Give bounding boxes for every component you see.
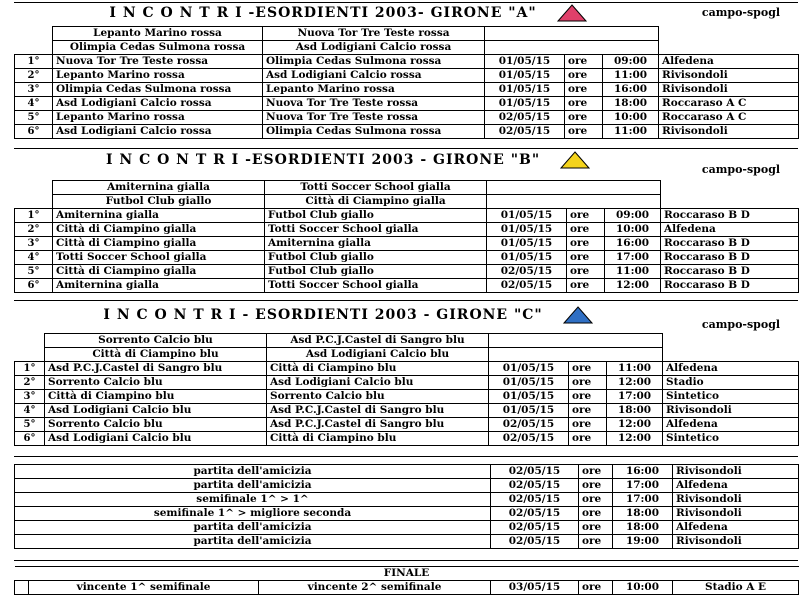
away-team: Nuova Tor Tre Teste rossa <box>263 97 485 111</box>
match-venue: Roccaraso A C <box>659 111 799 125</box>
pairing-team: Città di Ciampino blu <box>45 348 267 362</box>
away-team: Asd Lodigiani Calcio blu <box>267 376 489 390</box>
match-date: 02/05/15 <box>491 465 579 479</box>
match-date: 01/05/15 <box>485 69 565 83</box>
match-time: 11:00 <box>607 362 663 376</box>
home-team: Amiternina gialla <box>53 209 265 223</box>
match-row <box>15 404 799 418</box>
match-time: 12:00 <box>605 279 661 293</box>
home-team: Totti Soccer School gialla <box>53 251 265 265</box>
extra-match-row <box>15 479 799 493</box>
home-team: Nuova Tor Tre Teste rossa <box>53 55 263 69</box>
match-row <box>15 265 799 279</box>
match-time: 17:00 <box>613 493 673 507</box>
match-date: 01/05/15 <box>487 237 567 251</box>
away-team: Totti Soccer School gialla <box>265 279 487 293</box>
ore-label: ore <box>579 465 613 479</box>
pairing-team: Nuova Tor Tre Teste rossa <box>263 27 485 41</box>
match-date: 01/05/15 <box>487 251 567 265</box>
ore-label: ore <box>567 237 605 251</box>
match-date: 01/05/15 <box>489 376 569 390</box>
match-venue: Alfedena <box>659 55 799 69</box>
match-row <box>15 209 799 223</box>
match-pos: 5° <box>15 265 53 279</box>
ore-label: ore <box>579 521 613 535</box>
pairing-team: Olimpia Cedas Sulmona rossa <box>53 41 263 55</box>
pairing-team: Lepanto Marino rossa <box>53 27 263 41</box>
match-row <box>15 279 799 293</box>
finale-title: FINALE <box>15 567 799 581</box>
away-team: Città di Ciampino blu <box>267 432 489 446</box>
match-time: 12:00 <box>607 376 663 390</box>
match-row <box>15 432 799 446</box>
away-team: Futbol Club giallo <box>265 209 487 223</box>
finale-away: vincente 2^ semifinale <box>259 581 491 595</box>
match-date: 01/05/15 <box>489 362 569 376</box>
match-time: 10:00 <box>613 581 673 595</box>
match-date: 02/05/15 <box>491 507 579 521</box>
girone-a-title: I N C O N T R I -ESORDIENTI 2003- GIRONE "A" <box>14 4 682 22</box>
ore-label: ore <box>567 265 605 279</box>
match-pos: 1° <box>15 55 53 69</box>
match-pos: 5° <box>15 111 53 125</box>
match-pos: 5° <box>15 418 45 432</box>
match-row <box>15 125 799 139</box>
ore-label: ore <box>567 279 605 293</box>
match-venue: Alfedena <box>673 479 799 493</box>
match-pos: 2° <box>15 223 53 237</box>
pairing-team: Totti Soccer School gialla <box>265 181 487 195</box>
pairing-team: Amiternina gialla <box>53 181 265 195</box>
match-row <box>15 237 799 251</box>
match-venue: Roccaraso A C <box>659 97 799 111</box>
extra-match-label: semifinale 1^ > 1^ <box>15 493 491 507</box>
extra-match-label: partita dell'amicizia <box>15 535 491 549</box>
ore-label: ore <box>579 535 613 549</box>
match-time: 11:00 <box>603 69 659 83</box>
match-pos: 6° <box>15 432 45 446</box>
match-venue: Stadio A E <box>673 581 799 595</box>
match-row <box>15 362 799 376</box>
extra-matches-table <box>14 464 799 549</box>
ore-label: ore <box>579 581 613 595</box>
match-venue: Rivisondoli <box>659 125 799 139</box>
finale-title-row <box>15 567 799 581</box>
match-pos: 4° <box>15 251 53 265</box>
away-team: Futbol Club giallo <box>265 251 487 265</box>
home-team: Asd Lodigiani Calcio blu <box>45 432 267 446</box>
match-venue: Stadio <box>663 376 799 390</box>
match-date: 01/05/15 <box>487 209 567 223</box>
match-venue: Rivisondoli <box>673 493 799 507</box>
match-venue: Rivisondoli <box>659 69 799 83</box>
away-team: Lepanto Marino rossa <box>263 83 485 97</box>
match-time: 16:00 <box>603 83 659 97</box>
ore-label: ore <box>567 209 605 223</box>
home-team: Città di Ciampino gialla <box>53 265 265 279</box>
girone-a-table <box>14 26 799 139</box>
match-row <box>15 55 799 69</box>
match-date: 01/05/15 <box>489 390 569 404</box>
pairing-team: Asd Lodigiani Calcio blu <box>267 348 489 362</box>
match-date: 02/05/15 <box>491 493 579 507</box>
extra-match-label: partita dell'amicizia <box>15 479 491 493</box>
match-pos: 2° <box>15 69 53 83</box>
extra-match-row <box>15 493 799 507</box>
match-venue: Roccaraso B D <box>661 251 799 265</box>
ore-label: ore <box>569 362 607 376</box>
match-pos: 3° <box>15 237 53 251</box>
match-time: 09:00 <box>605 209 661 223</box>
match-pos: 6° <box>15 279 53 293</box>
match-venue: Sintetico <box>663 390 799 404</box>
match-date: 01/05/15 <box>487 223 567 237</box>
finale-table <box>14 566 799 595</box>
ore-label: ore <box>579 507 613 521</box>
campo-label-c: campo-spogl <box>701 318 781 331</box>
match-time: 17:00 <box>605 251 661 265</box>
ore-label: ore <box>579 479 613 493</box>
pairing-row <box>15 181 799 195</box>
match-date: 02/05/15 <box>485 111 565 125</box>
home-team: Asd P.C.J.Castel di Sangro blu <box>45 362 267 376</box>
match-date: 03/05/15 <box>491 581 579 595</box>
away-team: Nuova Tor Tre Teste rossa <box>263 111 485 125</box>
match-venue: Roccaraso B D <box>661 237 799 251</box>
ore-label: ore <box>569 390 607 404</box>
match-pos: 3° <box>15 83 53 97</box>
match-pos: 4° <box>15 97 53 111</box>
ore-label: ore <box>565 125 603 139</box>
match-date: 01/05/15 <box>485 83 565 97</box>
ore-label: ore <box>565 83 603 97</box>
match-row <box>15 390 799 404</box>
pairing-row <box>15 334 799 348</box>
ore-label: ore <box>569 376 607 390</box>
triangle-icon-red <box>557 4 587 22</box>
match-time: 16:00 <box>613 465 673 479</box>
away-team: Sorrento Calcio blu <box>267 390 489 404</box>
home-team: Lepanto Marino rossa <box>53 111 263 125</box>
pairing-row <box>15 27 799 41</box>
triangle-shape <box>561 152 589 168</box>
ore-label: ore <box>567 223 605 237</box>
match-venue: Rivisondoli <box>673 507 799 521</box>
away-team: Asd P.C.J.Castel di Sangro blu <box>267 404 489 418</box>
match-row <box>15 376 799 390</box>
campo-label-a: campo-spogl <box>701 6 781 19</box>
extra-match-row <box>15 535 799 549</box>
home-team: Sorrento Calcio blu <box>45 418 267 432</box>
match-date: 02/05/15 <box>491 535 579 549</box>
match-venue: Sintetico <box>663 432 799 446</box>
match-pos: 4° <box>15 404 45 418</box>
pairing-team: Sorrento Calcio blu <box>45 334 267 348</box>
match-time: 10:00 <box>603 111 659 125</box>
finale-match-row <box>15 581 799 595</box>
away-team: Futbol Club giallo <box>265 265 487 279</box>
match-venue: Alfedena <box>663 362 799 376</box>
match-time: 18:00 <box>613 507 673 521</box>
girone-c-table <box>14 333 799 446</box>
match-date: 02/05/15 <box>487 279 567 293</box>
match-time: 12:00 <box>607 432 663 446</box>
home-team: Sorrento Calcio blu <box>45 376 267 390</box>
ore-label: ore <box>567 251 605 265</box>
match-date: 02/05/15 <box>485 125 565 139</box>
match-row <box>15 418 799 432</box>
match-venue: Alfedena <box>661 223 799 237</box>
home-team: Asd Lodigiani Calcio blu <box>45 404 267 418</box>
match-time: 12:00 <box>607 418 663 432</box>
home-team: Olimpia Cedas Sulmona rossa <box>53 83 263 97</box>
ore-label: ore <box>569 404 607 418</box>
ore-label: ore <box>579 493 613 507</box>
ore-label: ore <box>569 418 607 432</box>
match-venue: Alfedena <box>673 521 799 535</box>
pairing-team: Futbol Club giallo <box>53 195 265 209</box>
match-row <box>15 69 799 83</box>
ore-label: ore <box>565 55 603 69</box>
match-venue: Rivisondoli <box>659 83 799 97</box>
match-venue: Alfedena <box>663 418 799 432</box>
match-time: 18:00 <box>603 97 659 111</box>
match-venue: Rivisondoli <box>673 535 799 549</box>
match-pos: 3° <box>15 390 45 404</box>
match-pos: 1° <box>15 362 45 376</box>
pairing-row <box>15 41 799 55</box>
match-row <box>15 97 799 111</box>
ore-label: ore <box>565 111 603 125</box>
away-team: Asd P.C.J.Castel di Sangro blu <box>267 418 489 432</box>
away-team: Totti Soccer School gialla <box>265 223 487 237</box>
home-team: Amiternina gialla <box>53 279 265 293</box>
match-venue: Roccaraso B D <box>661 209 799 223</box>
campo-label-b: campo-spogl <box>701 163 781 176</box>
triangle-shape <box>564 307 592 323</box>
extra-match-label: semifinale 1^ > migliore seconda <box>15 507 491 521</box>
girone-b-table <box>14 180 799 293</box>
match-date: 01/05/15 <box>489 404 569 418</box>
match-date: 01/05/15 <box>485 97 565 111</box>
triangle-icon-yellow <box>560 151 590 169</box>
away-team: Amiternina gialla <box>265 237 487 251</box>
match-time: 19:00 <box>613 535 673 549</box>
match-pos: 2° <box>15 376 45 390</box>
extra-match-row <box>15 521 799 535</box>
pairing-row <box>15 348 799 362</box>
match-time: 10:00 <box>605 223 661 237</box>
match-time: 11:00 <box>603 125 659 139</box>
girone-b-title: I N C O N T R I -ESORDIENTI 2003 - GIRONE "B" <box>14 151 682 169</box>
home-team: Asd Lodigiani Calcio rossa <box>53 125 263 139</box>
match-time: 17:00 <box>613 479 673 493</box>
match-date: 02/05/15 <box>491 521 579 535</box>
girone-c-title: I N C O N T R I - ESORDIENTI 2003 - GIRONE "C" <box>14 306 682 324</box>
away-team: Olimpia Cedas Sulmona rossa <box>263 55 485 69</box>
away-team: Olimpia Cedas Sulmona rossa <box>263 125 485 139</box>
extra-match-row <box>15 507 799 521</box>
match-venue: Rivisondoli <box>673 465 799 479</box>
match-row <box>15 223 799 237</box>
match-time: 16:00 <box>605 237 661 251</box>
triangle-icon-blue <box>563 306 593 324</box>
away-team: Città di Ciampino blu <box>267 362 489 376</box>
pairing-team: Asd Lodigiani Calcio rossa <box>263 41 485 55</box>
match-time: 18:00 <box>613 521 673 535</box>
match-pos: 1° <box>15 209 53 223</box>
match-date: 02/05/15 <box>491 479 579 493</box>
match-time: 11:00 <box>605 265 661 279</box>
match-date: 02/05/15 <box>489 432 569 446</box>
home-team: Città di Ciampino blu <box>45 390 267 404</box>
match-date: 02/05/15 <box>487 265 567 279</box>
home-team: Lepanto Marino rossa <box>53 69 263 83</box>
ore-label: ore <box>569 432 607 446</box>
pairing-team: Città di Ciampino gialla <box>265 195 487 209</box>
match-row <box>15 251 799 265</box>
extra-match-label: partita dell'amicizia <box>15 521 491 535</box>
match-row <box>15 111 799 125</box>
match-row <box>15 83 799 97</box>
pairing-row <box>15 195 799 209</box>
match-date: 02/05/15 <box>489 418 569 432</box>
match-date: 01/05/15 <box>485 55 565 69</box>
match-venue: Roccaraso B D <box>661 279 799 293</box>
match-venue: Rivisondoli <box>663 404 799 418</box>
ore-label: ore <box>565 69 603 83</box>
match-venue: Roccaraso B D <box>661 265 799 279</box>
home-team: Asd Lodigiani Calcio rossa <box>53 97 263 111</box>
away-team: Asd Lodigiani Calcio rossa <box>263 69 485 83</box>
finale-home: vincente 1^ semifinale <box>29 581 259 595</box>
triangle-shape <box>558 5 586 21</box>
extra-match-row <box>15 465 799 479</box>
home-team: Città di Ciampino gialla <box>53 237 265 251</box>
extra-match-label: partita dell'amicizia <box>15 465 491 479</box>
home-team: Città di Ciampino gialla <box>53 223 265 237</box>
match-time: 09:00 <box>603 55 659 69</box>
match-time: 17:00 <box>607 390 663 404</box>
match-time: 18:00 <box>607 404 663 418</box>
match-pos: 6° <box>15 125 53 139</box>
pairing-team: Asd P.C.J.Castel di Sangro blu <box>267 334 489 348</box>
ore-label: ore <box>565 97 603 111</box>
